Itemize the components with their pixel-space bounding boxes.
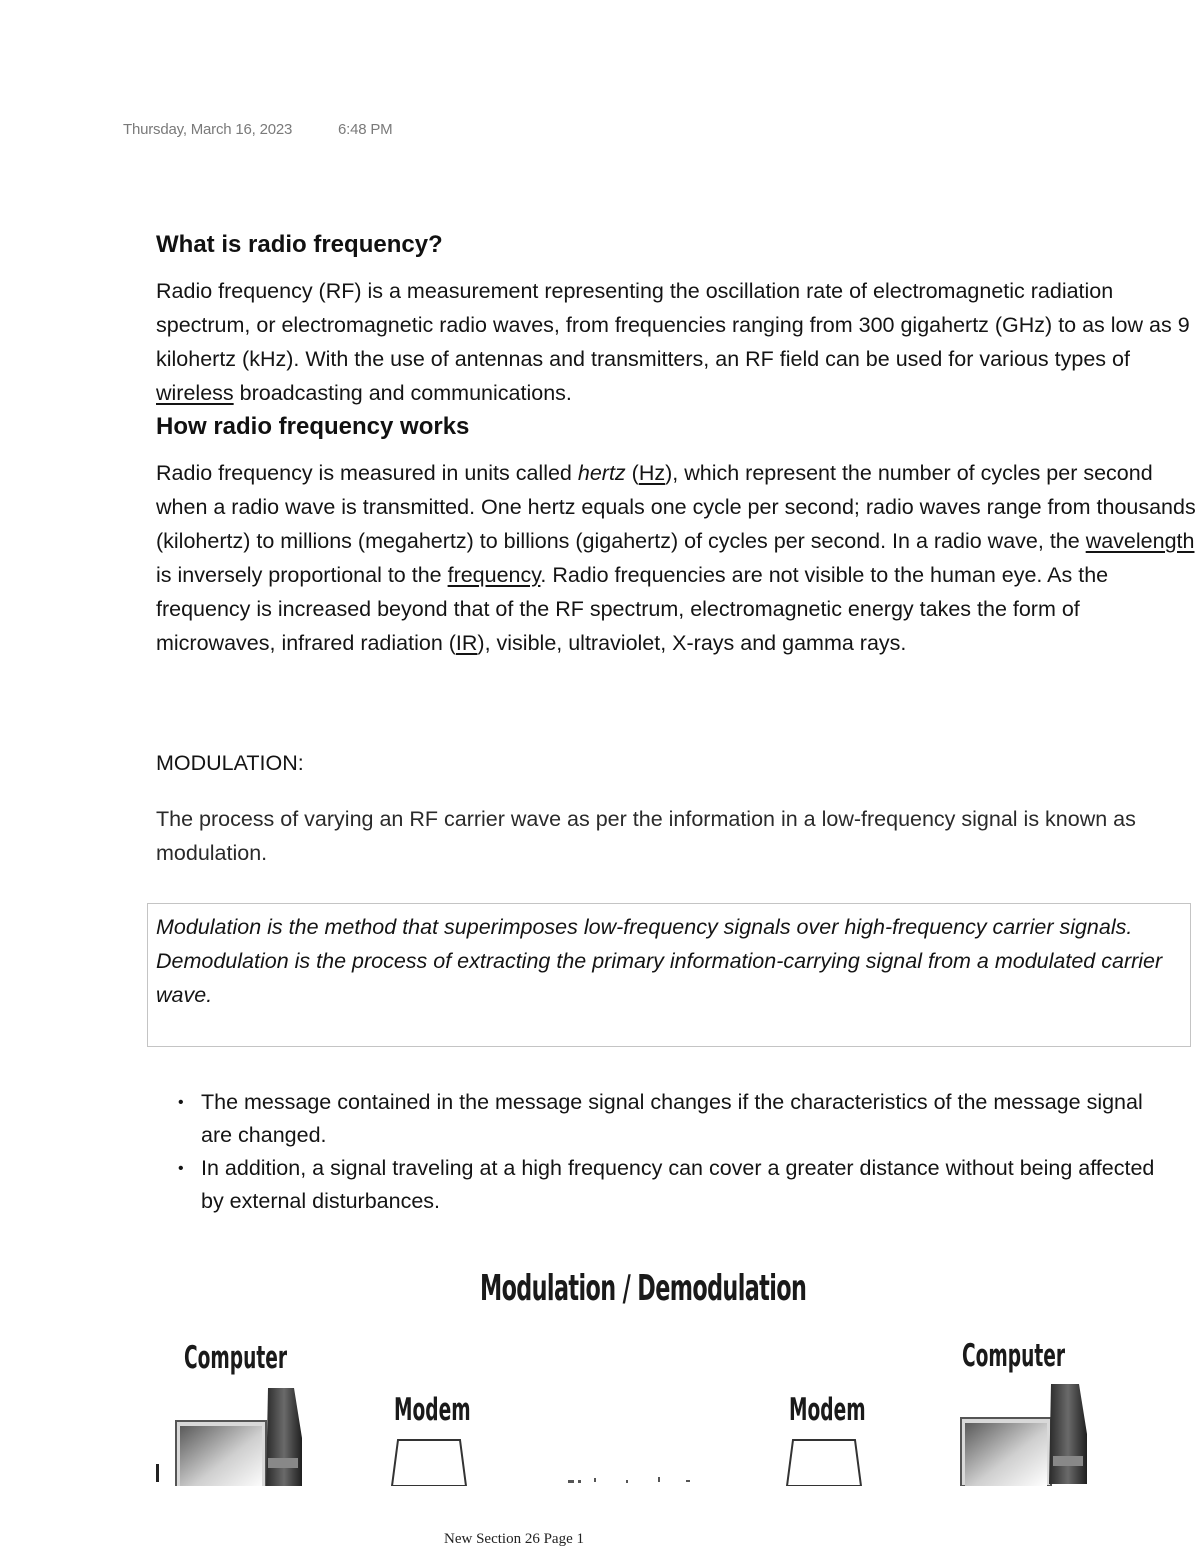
label-modem-left: Modem <box>394 1392 471 1428</box>
note-demodulation: Demodulation is the process of extracting the primary information-carrying signal from a modulated carrier wave. <box>156 949 1163 1007</box>
modulation-note-box <box>147 903 1191 1047</box>
modem-left-icon <box>392 1440 466 1486</box>
label-modem-right: Modem <box>789 1392 866 1428</box>
bullet-text: In addition, a signal traveling at a high frequency can cover a greater distance without being affected by external disturbances. <box>201 1156 1155 1213</box>
figure-title: Modulation / Demodulation <box>480 1268 807 1309</box>
heading-what-is-rf: What is radio frequency? <box>156 231 443 258</box>
rf-works-text-5: . Radio frequencies are not visible to the human eye. As the frequency is increased beyond that of the RF spectrum, electromagnetic energy takes the form of microwaves, infrared radiation ( <box>156 563 1109 655</box>
bullet-icon: • <box>178 1094 184 1111</box>
note-modulation: Modulation is the method that superimposes low-frequency signals over high-frequency carrier signals. <box>156 915 1133 939</box>
label-computer-right: Computer <box>962 1338 1066 1374</box>
rf-works-text-2: ( <box>625 461 639 485</box>
computer-right-icon <box>955 1380 1095 1486</box>
bullet-icon: • <box>178 1160 184 1177</box>
bullet-list <box>156 1086 1176 1218</box>
heading-how-rf-works: How radio frequency works <box>156 413 470 440</box>
rf-works-text-1: Radio frequency is measured in units called <box>156 461 578 485</box>
rf-works-text-6: ), visible, ultraviolet, X-rays and gamma rays. <box>477 631 907 655</box>
signal-marks <box>568 1477 690 1483</box>
figure-drawing <box>150 1258 890 1486</box>
modulation-demodulation-figure <box>150 1258 890 1486</box>
modulation-definition: The process of varying an RF carrier wave as per the information in a low-frequency signal is known as modulation. <box>156 807 1136 865</box>
link-frequency[interactable]: frequency <box>447 563 541 587</box>
page-footer: New Section 26 Page 1 <box>444 1531 584 1547</box>
link-wavelength[interactable]: wavelength <box>1085 529 1195 553</box>
rf-definition-text-end: broadcasting and communications. <box>233 381 572 405</box>
list-item <box>156 1152 1176 1218</box>
link-wireless[interactable]: wireless <box>156 381 234 405</box>
rf-works-text-4: is inversely proportional to the <box>156 563 448 587</box>
link-hz[interactable]: Hz <box>638 461 666 485</box>
list-item <box>156 1086 1176 1152</box>
modulation-label: MODULATION: <box>156 751 304 775</box>
link-ir[interactable]: IR <box>455 631 478 655</box>
page-date: Thursday, March 16, 2023 <box>123 121 293 138</box>
label-computer-left: Computer <box>184 1340 288 1376</box>
computer-left-icon <box>156 1388 302 1486</box>
rf-works-text-3: ), which represent the number of cycles per second when a radio wave is transmitted. One hertz equals one cycle per second; radio waves range from thousands (kilohertz) to millions (megahertz) to billions (gigahertz) of cycles per second. In a radio wave, the <box>156 461 1196 553</box>
hertz-term: hertz <box>577 461 626 485</box>
bullet-text: The message contained in the message signal changes if the characteristics of the message signal are changed. <box>201 1090 1143 1147</box>
rf-definition-text: Radio frequency (RF) is a measurement representing the oscillation rate of electromagnetic radiation spectrum, or electromagnetic radio waves, from frequencies ranging from 300 gigahertz (GHz) to as low as 9 kilohertz (kHz). With the use of antennas and transmitters, an RF field can be used for various types of <box>156 279 1190 371</box>
page-time: 6:48 PM <box>338 121 393 138</box>
rf-works-paragraph <box>156 456 1196 660</box>
rf-definition-paragraph <box>156 274 1196 410</box>
modem-right-icon <box>787 1440 861 1486</box>
